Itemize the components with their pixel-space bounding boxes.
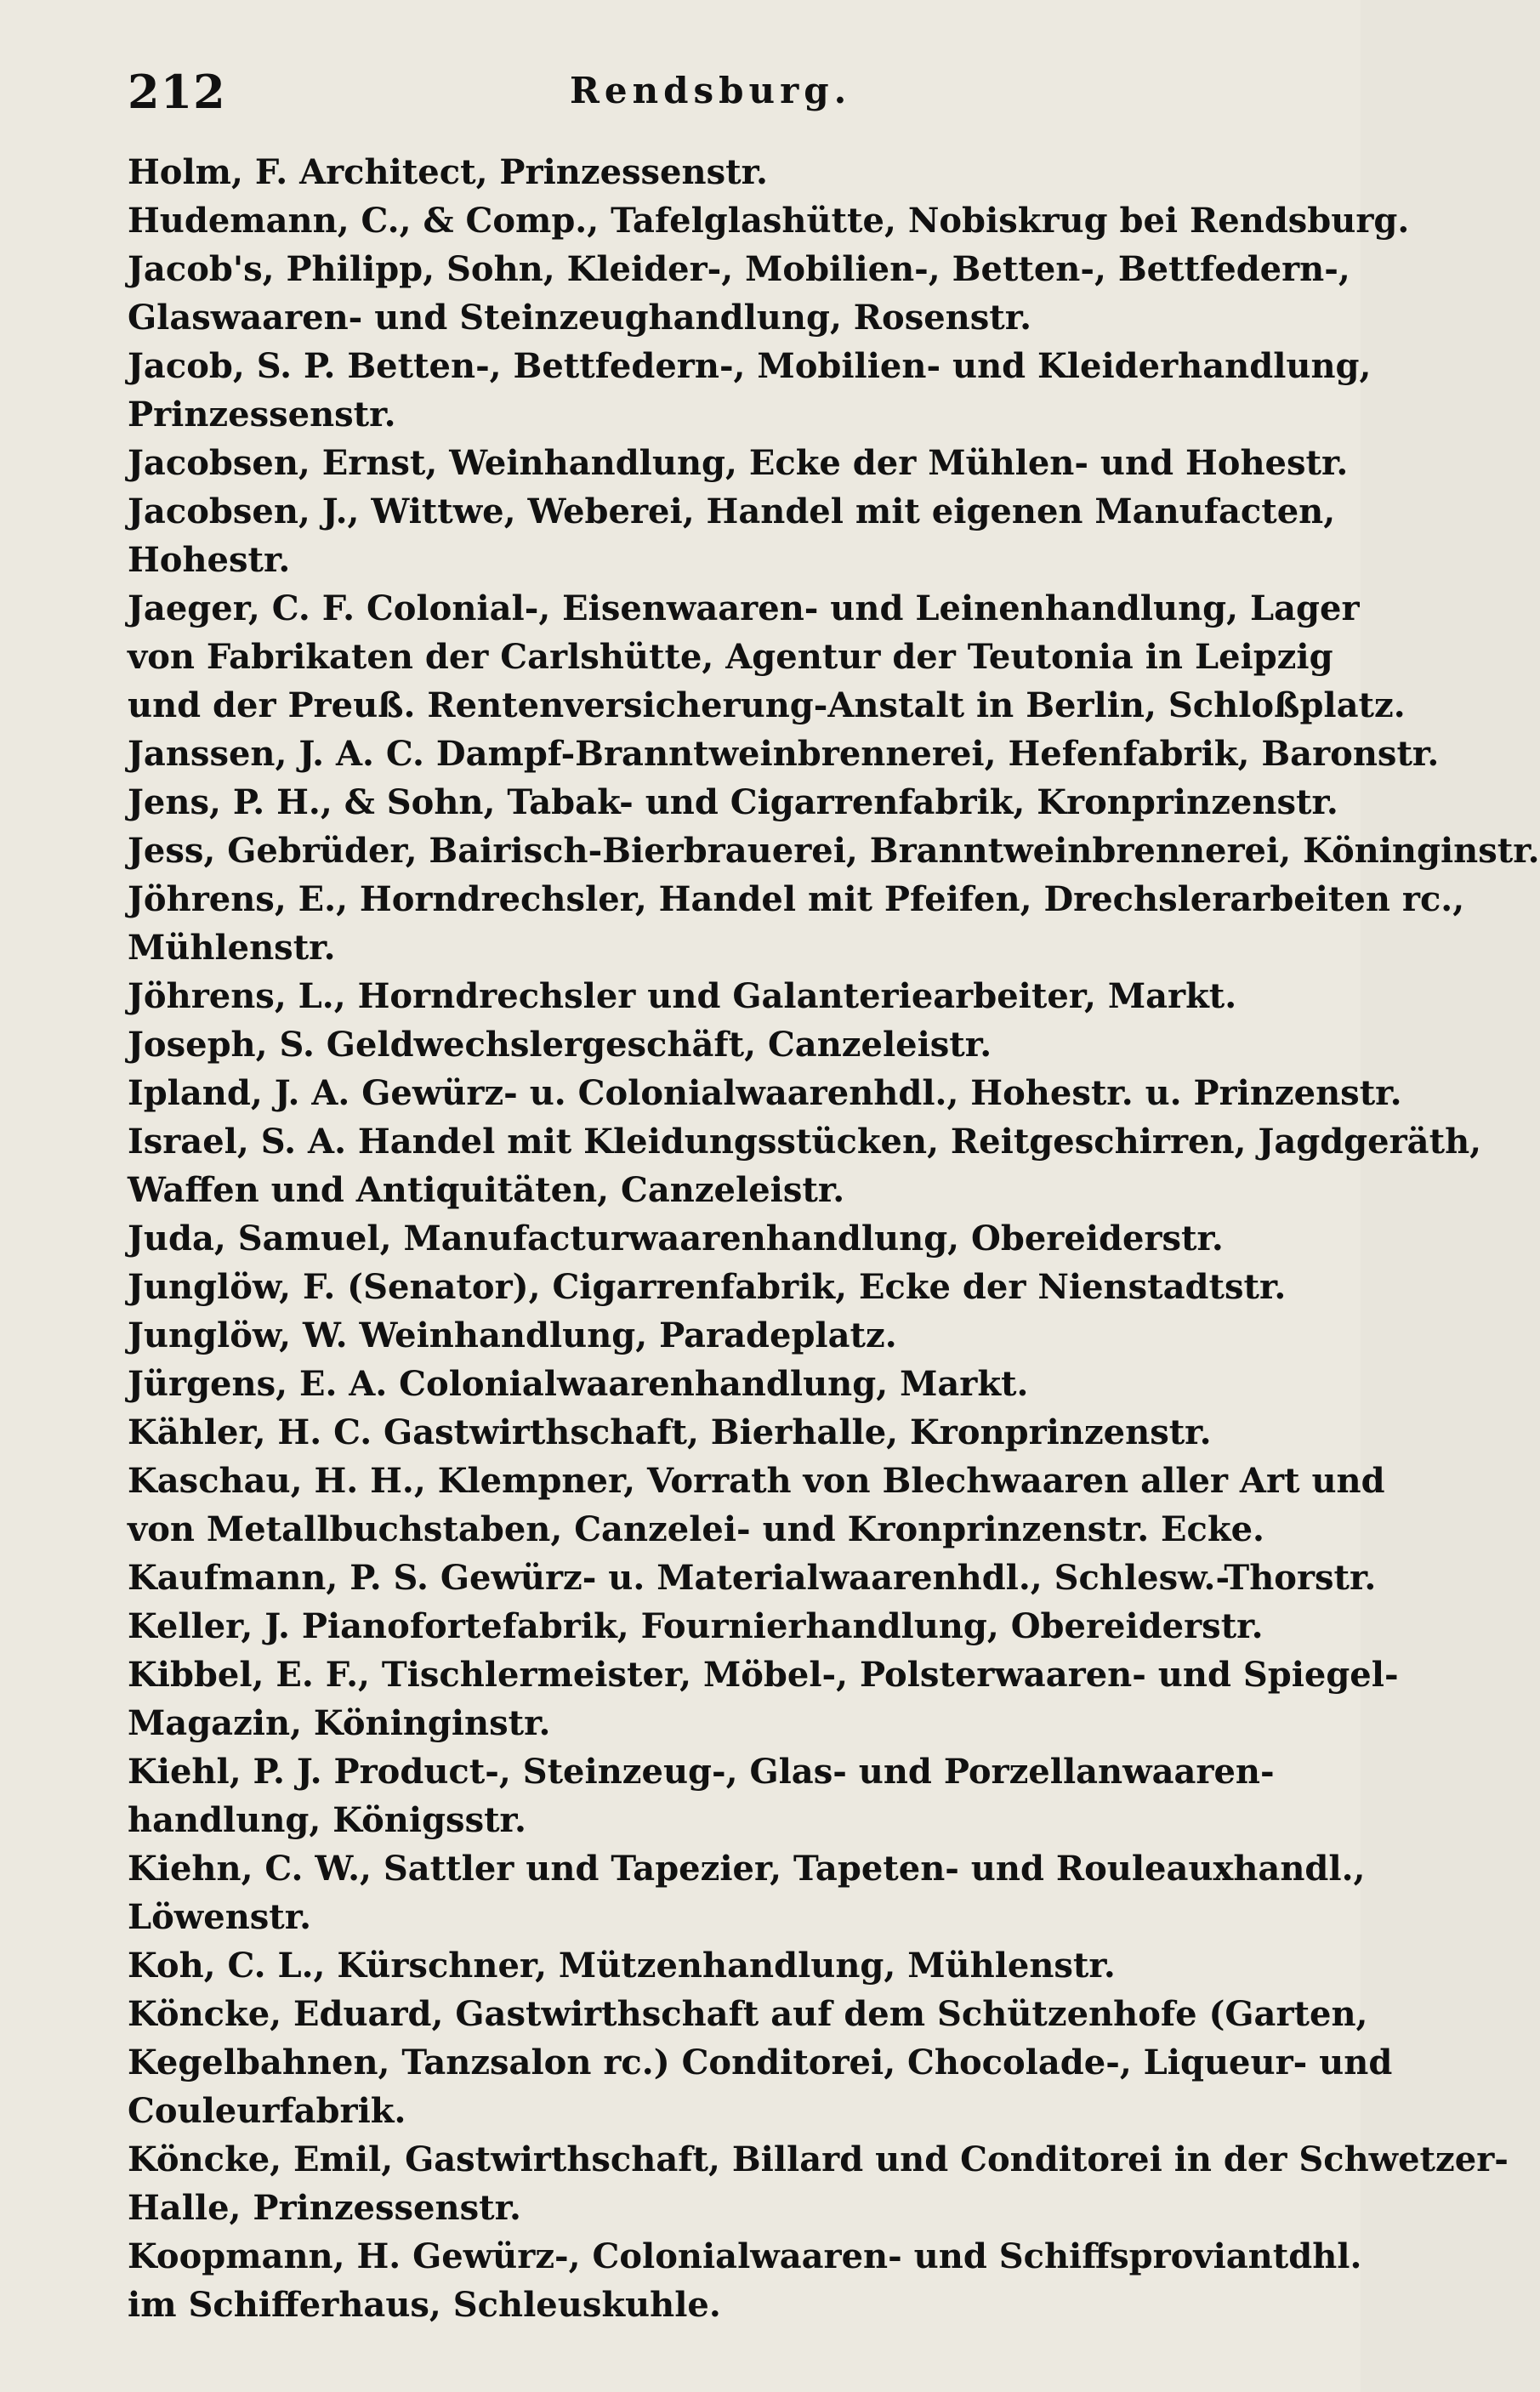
- entry-line: Kiehn, C. W., Sattler und Tapezier, Tapeten- und Rouleauxhandl.,: [128, 1849, 1366, 1889]
- directory-entry: [128, 972, 1337, 1020]
- directory-entry: [128, 875, 1465, 972]
- directory-entry: [128, 487, 1337, 584]
- page-header: [128, 56, 1293, 133]
- entry-line: Köncke, Eduard, Gastwirthschaft auf dem Schützenhofe (Garten,: [128, 1994, 1368, 2034]
- entry-line: im Schifferhaus, Schleuskuhle.: [128, 2285, 721, 2325]
- entry-line: Couleurfabrik.: [128, 2091, 406, 2131]
- entry-line: Kaufmann, P. S. Gewürz- u. Materialwaarenhdl., Schlesw.-Thorstr.: [128, 1558, 1377, 1598]
- entry-line: Holm, F. Architect, Prinzessenstr.: [128, 152, 768, 192]
- entry-line: Kaschau, H. H., Klempner, Vorrath von Blechwaaren aller Art und: [128, 1461, 1385, 1501]
- directory-entry: [128, 1457, 1385, 1554]
- directory-entry: [128, 342, 1372, 439]
- entry-line: Jöhrens, L., Horndrechsler und Galanteriearbeiter, Markt.: [128, 976, 1237, 1016]
- entry-line: Hudemann, C., & Comp., Tafelglashütte, Nobiskrug bei Rendsburg.: [128, 201, 1410, 241]
- entry-line: Jacobsen, Ernst, Weinhandlung, Ecke der Mühlen- und Hohestr.: [128, 443, 1349, 483]
- directory-entry: [128, 439, 1349, 487]
- entry-line: Köncke, Emil, Gastwirthschaft, Billard und Conditorei in der Schwetzer-: [128, 2139, 1509, 2179]
- directory-entry: [128, 1554, 1377, 1602]
- entry-line: Koopmann, H. Gewürz-, Colonialwaaren- und Schiffsproviantdhl.: [128, 2236, 1362, 2276]
- entry-line: Koh, C. L., Kürschner, Mützenhandlung, Mühlenstr.: [128, 1946, 1116, 1986]
- entry-line: Jacob's, Philipp, Sohn, Kleider-, Mobilien-, Betten-, Bettfedern-,: [128, 249, 1350, 289]
- entry-line: Israel, S. A. Handel mit Kleidungsstücken, Reitgeschirren, Jagdgeräth,: [128, 1122, 1482, 1162]
- entry-line: Prinzessenstr.: [128, 395, 396, 435]
- directory-entry: [128, 827, 1540, 875]
- entry-line: Jess, Gebrüder, Bairisch-Bierbrauerei, Branntweinbrennerei, Köninginstr.: [128, 831, 1540, 871]
- entry-line: Jens, P. H., & Sohn, Tabak- und Cigarrenfabrik, Kronprinzenstr.: [128, 782, 1338, 822]
- entry-line: Jacob, S. P. Betten-, Bettfedern-, Mobilien- und Kleiderhandlung,: [128, 346, 1372, 386]
- directory-entry: [128, 1311, 1337, 1360]
- directory-entry: [128, 1844, 1366, 1941]
- entry-line: Jaeger, C. F. Colonial-, Eisenwaaren- und Leinenhandlung, Lager: [128, 588, 1360, 628]
- directory-entry: [128, 778, 1337, 827]
- directory-entry: [128, 1408, 1337, 1457]
- entry-line: Waffen und Antiquitäten, Canzeleistr.: [128, 1170, 845, 1210]
- directory-entry: [128, 245, 1350, 342]
- entry-line: Keller, J. Pianofortefabrik, Fournierhandlung, Obereiderstr.: [128, 1606, 1264, 1646]
- entry-line: Jürgens, E. A. Colonialwaarenhandlung, Markt.: [128, 1364, 1029, 1404]
- directory-entry: [128, 1214, 1337, 1263]
- directory-entry: [128, 1263, 1337, 1311]
- entry-line: Kiehl, P. J. Product-, Steinzeug-, Glas- und Porzellanwaaren-: [128, 1752, 1275, 1792]
- entry-line: Mühlenstr.: [128, 928, 336, 968]
- entry-line: Jöhrens, E., Horndrechsler, Handel mit Pfeifen, Drechslerarbeiten rc.,: [128, 879, 1465, 919]
- entry-line: Halle, Prinzessenstr.: [128, 2188, 521, 2228]
- directory-entry: [128, 1990, 1393, 2135]
- directory-entry: [128, 196, 1410, 245]
- directory-entry: [128, 1747, 1337, 1844]
- directory-entry: [128, 1651, 1399, 1747]
- directory-entry: [128, 148, 1337, 196]
- entry-line: Kähler, H. C. Gastwirthschaft, Bierhalle, Kronprinzenstr.: [128, 1412, 1212, 1452]
- entry-line: Ipland, J. A. Gewürz- u. Colonialwaarenhdl., Hohestr. u. Prinzenstr.: [128, 1073, 1402, 1113]
- entry-line: Kegelbahnen, Tanzsalon rc.) Conditorei, Chocolade-, Liqueur- und: [128, 2043, 1393, 2082]
- entry-line: Magazin, Köninginstr.: [128, 1703, 551, 1743]
- entry-line: Glaswaaren- und Steinzeughandlung, Rosenstr.: [128, 298, 1032, 338]
- directory-entry: [128, 730, 1440, 778]
- directory-entries: [128, 148, 1540, 2329]
- directory-entry: [128, 1020, 1337, 1069]
- entry-line: Kibbel, E. F., Tischlermeister, Möbel-, Polsterwaaren- und Spiegel-: [128, 1655, 1399, 1695]
- entry-line: Junglöw, W. Weinhandlung, Paradeplatz.: [128, 1315, 897, 1355]
- directory-entry: [128, 1360, 1337, 1408]
- entry-line: Janssen, J. A. C. Dampf-Branntweinbrennerei, Hefenfabrik, Baronstr.: [128, 734, 1440, 774]
- directory-entry: [128, 2232, 1362, 2329]
- entry-line: von Fabrikaten der Carlshütte, Agentur der Teutonia in Leipzig: [128, 637, 1333, 677]
- directory-entry: [128, 1941, 1337, 1990]
- entry-line: Löwenstr.: [128, 1897, 312, 1937]
- directory-entry: [128, 1117, 1482, 1214]
- directory-entry: [128, 1069, 1402, 1117]
- running-head: Rendsburg.: [570, 70, 852, 111]
- entry-line: Juda, Samuel, Manufacturwaarenhandlung, Obereiderstr.: [128, 1219, 1224, 1258]
- entry-line: Hohestr.: [128, 540, 291, 580]
- directory-entry: [128, 2135, 1509, 2232]
- entry-line: Joseph, S. Geldwechslergeschäft, Canzeleistr.: [128, 1025, 992, 1065]
- entry-line: handlung, Königsstr.: [128, 1800, 526, 1840]
- entry-line: von Metallbuchstaben, Canzelei- und Kronprinzenstr. Ecke.: [128, 1509, 1264, 1549]
- page-number: 212: [128, 65, 226, 119]
- entry-line: und der Preuß. Rentenversicherung-Anstalt in Berlin, Schloßplatz.: [128, 685, 1406, 725]
- directory-entry: [128, 584, 1406, 730]
- entry-line: Junglöw, F. (Senator), Cigarrenfabrik, Ecke der Nienstadtstr.: [128, 1267, 1287, 1307]
- entry-line: Jacobsen, J., Wittwe, Weberei, Handel mit eigenen Manufacten,: [128, 491, 1336, 531]
- directory-entry: [128, 1602, 1337, 1651]
